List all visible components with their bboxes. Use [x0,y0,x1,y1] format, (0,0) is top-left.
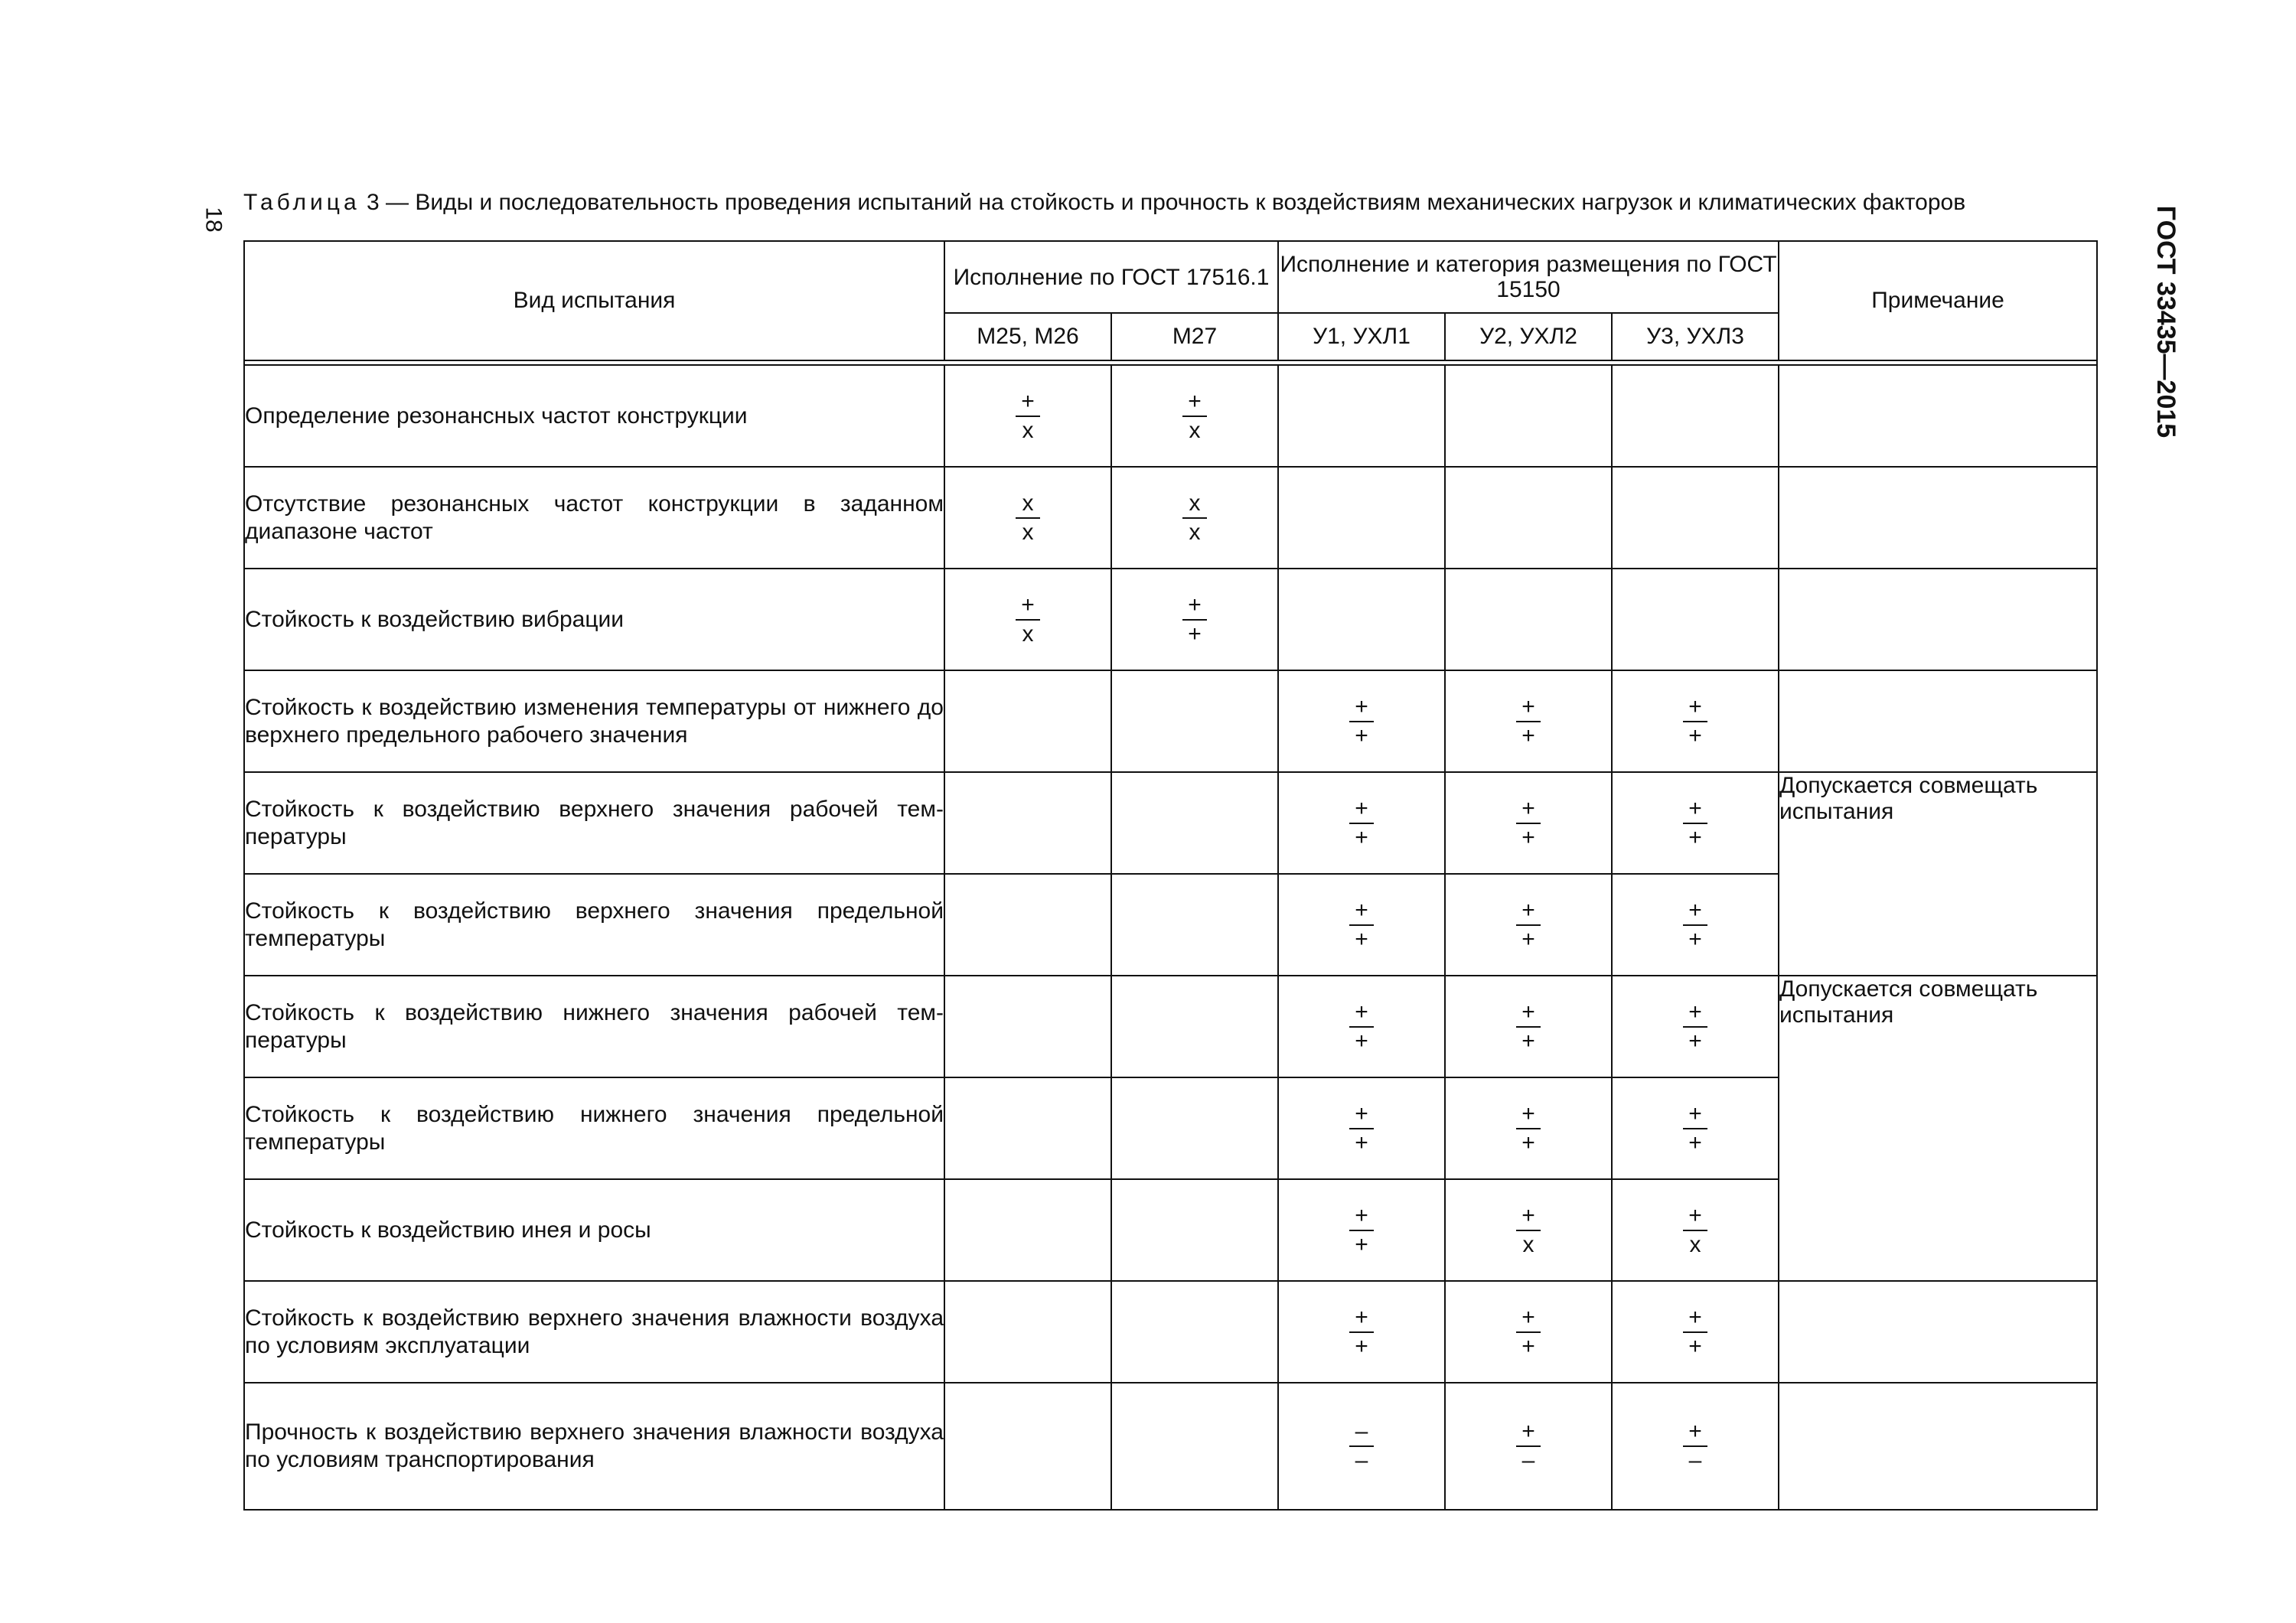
mark-fraction [1349,1305,1374,1360]
mark-cell-u1 [1278,1179,1445,1281]
header-u1-uhl1: У1, УХЛ1 [1278,313,1445,360]
mark-numerator: + [1688,999,1702,1025]
mark-fraction [1516,1305,1541,1360]
mark-cell-u2 [1445,1383,1612,1510]
mark-fraction [1349,1203,1374,1258]
mark-cell-m2526 [944,1281,1111,1383]
mark-cell-u2 [1445,467,1612,569]
mark-fraction [1683,1419,1707,1474]
mark-numerator: + [1521,693,1535,719]
mark-cell-u3 [1612,772,1779,874]
mark-cell-m2526 [944,1383,1111,1510]
mark-cell-m27 [1111,670,1278,772]
mark-denominator: x [1022,417,1034,443]
note-cell-empty [1779,467,2097,569]
mark-numerator: + [1021,388,1035,414]
mark-fraction [1182,592,1207,647]
header-u2-uhl2: У2, УХЛ2 [1445,313,1612,360]
page-number: 18 [201,207,227,233]
mark-denominator: – [1688,1448,1702,1473]
mark-numerator: + [1355,1304,1368,1330]
test-name-cell: Стойкость к воздействию нижнего значения предельной температуры [244,1077,944,1179]
mark-denominator: + [1688,722,1702,748]
document-code-text: ГОСТ 33435—2015 [2151,205,2181,438]
mark-cell-m2526 [944,670,1111,772]
mark-cell-u3 [1612,1383,1779,1510]
mark-denominator: + [1355,926,1368,952]
mark-fraction [1349,694,1374,749]
mark-numerator: + [1521,897,1535,923]
mark-cell-m2526 [944,1077,1111,1179]
mark-fraction [1349,796,1374,851]
mark-cell-u1 [1278,976,1445,1077]
mark-denominator: + [1355,1129,1368,1155]
fraction-bar [1349,924,1374,926]
table-row [244,976,2097,1077]
mark-fraction [1349,999,1374,1054]
mark-cell-u1 [1278,1077,1445,1179]
fraction-bar [1516,721,1541,722]
fraction-bar [1016,619,1040,621]
fraction-bar [1016,517,1040,519]
mark-numerator: + [1355,897,1368,923]
mark-fraction [1516,1101,1541,1156]
fraction-bar [1516,823,1541,824]
fraction-bar [1683,1331,1707,1333]
mark-fraction [1683,1305,1707,1360]
table-row [244,1281,2097,1383]
mark-fraction [1182,490,1207,546]
mark-cell-m27 [1111,1383,1278,1510]
mark-fraction [1016,592,1040,647]
fraction-bar [1349,823,1374,824]
mark-cell-u2 [1445,772,1612,874]
mark-denominator: + [1521,1129,1535,1155]
test-name-cell: Стойкость к воздействию изменения температуры от нижнего до верхнего предельного рабочего значения [244,670,944,772]
mark-numerator: + [1355,693,1368,719]
note-cell-empty [1779,1383,2097,1510]
header-note: Примечание [1779,241,2097,360]
mark-fraction [1349,1419,1374,1474]
fraction-bar [1349,1331,1374,1333]
fraction-bar [1516,1026,1541,1028]
fraction-bar [1683,1230,1707,1231]
mark-denominator: + [1355,1231,1368,1257]
mark-cell-u3 [1612,976,1779,1077]
mark-fraction [1516,898,1541,953]
mark-cell-u3 [1612,467,1779,569]
mark-denominator: + [1688,1129,1702,1155]
table-caption [243,190,2095,216]
mark-fraction [1683,694,1707,749]
fraction-bar [1349,1026,1374,1028]
mark-numerator: x [1022,490,1034,516]
mark-cell-m27 [1111,976,1278,1077]
mark-cell-u1 [1278,1383,1445,1510]
fraction-bar [1182,517,1207,519]
fraction-bar [1182,416,1207,417]
table-row [244,1383,2097,1510]
note-cell: Допускается совмещать испытания [1779,772,2097,976]
note-cell-empty [1779,569,2097,670]
header-gost-17516: Исполнение по ГОСТ 17516.1 [944,241,1278,313]
mark-numerator: + [1521,1304,1535,1330]
mark-fraction [1016,389,1040,444]
mark-fraction [1516,694,1541,749]
header-test-type: Вид испытания [244,241,944,360]
header-gost-15150: Исполнение и категория размещения по ГОСТ 15150 [1278,241,1779,313]
mark-denominator: + [1521,824,1535,850]
mark-cell-u1 [1278,874,1445,976]
mark-denominator: + [1688,1028,1702,1054]
mark-cell-m2526 [944,874,1111,976]
mark-cell-u1 [1278,1281,1445,1383]
mark-denominator: x [1522,1231,1534,1257]
mark-numerator: + [1688,897,1702,923]
note-cell-empty [1779,1281,2097,1383]
mark-numerator: x [1189,490,1201,516]
test-sequence-table [243,240,2098,1511]
table-caption-label: Таблица [243,190,360,215]
note-cell-empty [1779,365,2097,467]
mark-cell-u2 [1445,1077,1612,1179]
fraction-bar [1683,721,1707,722]
mark-cell-u3 [1612,569,1779,670]
mark-fraction [1349,898,1374,953]
mark-denominator: + [1521,1028,1535,1054]
mark-denominator: + [1355,722,1368,748]
mark-cell-u3 [1612,1281,1779,1383]
fraction-bar [1516,1128,1541,1129]
mark-cell-u2 [1445,569,1612,670]
fraction-bar [1516,1445,1541,1447]
fraction-bar [1016,416,1040,417]
mark-cell-m2526 [944,365,1111,467]
fraction-bar [1516,1331,1541,1333]
mark-denominator: x [1689,1231,1701,1257]
mark-cell-u2 [1445,874,1612,976]
mark-numerator: + [1355,1202,1368,1228]
test-name-cell: Стойкость к воздействию верхнего значения предельной температуры [244,874,944,976]
mark-denominator: + [1355,1333,1368,1359]
mark-cell-u1 [1278,670,1445,772]
mark-cell-u1 [1278,365,1445,467]
mark-numerator: + [1688,1304,1702,1330]
mark-denominator: x [1022,519,1034,545]
mark-fraction [1182,389,1207,444]
mark-denominator: + [1521,722,1535,748]
mark-denominator: – [1355,1448,1368,1473]
mark-cell-m27 [1111,365,1278,467]
mark-fraction [1516,1203,1541,1258]
mark-numerator: + [1188,592,1202,618]
note-cell: Допускается совмещать испытания [1779,976,2097,1281]
mark-fraction [1516,1419,1541,1474]
mark-fraction [1683,1203,1707,1258]
mark-cell-u1 [1278,467,1445,569]
document-code [2135,191,2197,451]
mark-cell-m27 [1111,874,1278,976]
mark-denominator: + [1521,1333,1535,1359]
mark-fraction [1683,796,1707,851]
test-name-cell: Отсутствие резонансных частот конструкции в заданном диапазоне частот [244,467,944,569]
fraction-bar [1516,924,1541,926]
mark-denominator: + [1355,824,1368,850]
mark-cell-m2526 [944,772,1111,874]
mark-cell-u2 [1445,365,1612,467]
mark-denominator: x [1189,519,1201,545]
mark-numerator: + [1688,1419,1702,1444]
mark-numerator: + [1521,999,1535,1025]
mark-cell-u2 [1445,1179,1612,1281]
fraction-bar [1683,823,1707,824]
mark-cell-m27 [1111,1077,1278,1179]
mark-cell-m2526 [944,1179,1111,1281]
mark-cell-m2526 [944,569,1111,670]
fraction-bar [1683,1445,1707,1447]
mark-cell-u1 [1278,772,1445,874]
mark-fraction [1516,796,1541,851]
mark-cell-u3 [1612,874,1779,976]
test-name-cell: Прочность к воздействию верхнего значения влажности воздуха по условиям транспортирования [244,1383,944,1510]
header-m25-m26: М25, М26 [944,313,1111,360]
test-name-cell: Стойкость к воздействию вибрации [244,569,944,670]
mark-numerator: + [1521,795,1535,821]
header-m27: М27 [1111,313,1278,360]
test-name-cell: Стойкость к воздействию инея и росы [244,1179,944,1281]
table-row [244,670,2097,772]
table-row [244,365,2097,467]
mark-denominator: – [1521,1448,1535,1473]
mark-numerator: + [1688,1100,1702,1126]
table-row [244,772,2097,874]
header-u3-uhl3: У3, УХЛ3 [1612,313,1779,360]
mark-numerator: + [1355,1100,1368,1126]
mark-numerator: + [1355,999,1368,1025]
mark-fraction [1683,999,1707,1054]
table-row [244,467,2097,569]
mark-denominator: + [1688,926,1702,952]
mark-fraction [1683,898,1707,953]
test-name-cell: Стойкость к воздействию верхнего значения рабочей температуры [244,772,944,874]
mark-numerator: + [1688,1202,1702,1228]
fraction-bar [1683,1026,1707,1028]
mark-cell-u2 [1445,976,1612,1077]
mark-denominator: + [1188,621,1202,647]
mark-fraction [1349,1101,1374,1156]
mark-cell-u1 [1278,569,1445,670]
mark-fraction [1516,999,1541,1054]
mark-fraction [1016,490,1040,546]
mark-fraction [1683,1101,1707,1156]
mark-numerator: + [1688,693,1702,719]
note-cell-empty [1779,670,2097,772]
table-row [244,569,2097,670]
fraction-bar [1683,1128,1707,1129]
mark-cell-u2 [1445,670,1612,772]
mark-numerator: + [1355,795,1368,821]
fraction-bar [1349,1230,1374,1231]
mark-numerator: + [1521,1202,1535,1228]
test-name-cell: Стойкость к воздействию верхнего значения влажности воздуха по условиям эксплуатации [244,1281,944,1383]
mark-cell-m2526 [944,976,1111,1077]
fraction-bar [1182,619,1207,621]
test-name-cell: Стойкость к воздействию нижнего значения рабочей температуры [244,976,944,1077]
mark-cell-u2 [1445,1281,1612,1383]
test-name-cell: Определение резонансных частот конструкции [244,365,944,467]
mark-cell-m27 [1111,1281,1278,1383]
fraction-bar [1516,1230,1541,1231]
mark-cell-u3 [1612,1179,1779,1281]
mark-numerator: + [1521,1100,1535,1126]
mark-cell-u3 [1612,365,1779,467]
mark-denominator: + [1688,824,1702,850]
mark-numerator: – [1355,1419,1368,1444]
mark-cell-m27 [1111,467,1278,569]
mark-numerator: + [1521,1419,1535,1444]
fraction-bar [1683,924,1707,926]
mark-cell-m27 [1111,772,1278,874]
mark-denominator: + [1521,926,1535,952]
mark-numerator: + [1021,592,1035,618]
mark-denominator: x [1022,621,1034,647]
fraction-bar [1349,1128,1374,1129]
mark-denominator: x [1189,417,1201,443]
mark-cell-u3 [1612,1077,1779,1179]
mark-numerator: + [1688,795,1702,821]
mark-cell-m27 [1111,1179,1278,1281]
fraction-bar [1349,1445,1374,1447]
mark-numerator: + [1188,388,1202,414]
mark-cell-m2526 [944,467,1111,569]
mark-denominator: + [1688,1333,1702,1359]
mark-cell-u3 [1612,670,1779,772]
mark-denominator: + [1355,1028,1368,1054]
fraction-bar [1349,721,1374,722]
table-caption-text: 3 — Виды и последовательность проведения испытаний на стойкость и прочность к воздействиям механических нагрузок и климатических факторов [360,190,1966,215]
mark-cell-m27 [1111,569,1278,670]
